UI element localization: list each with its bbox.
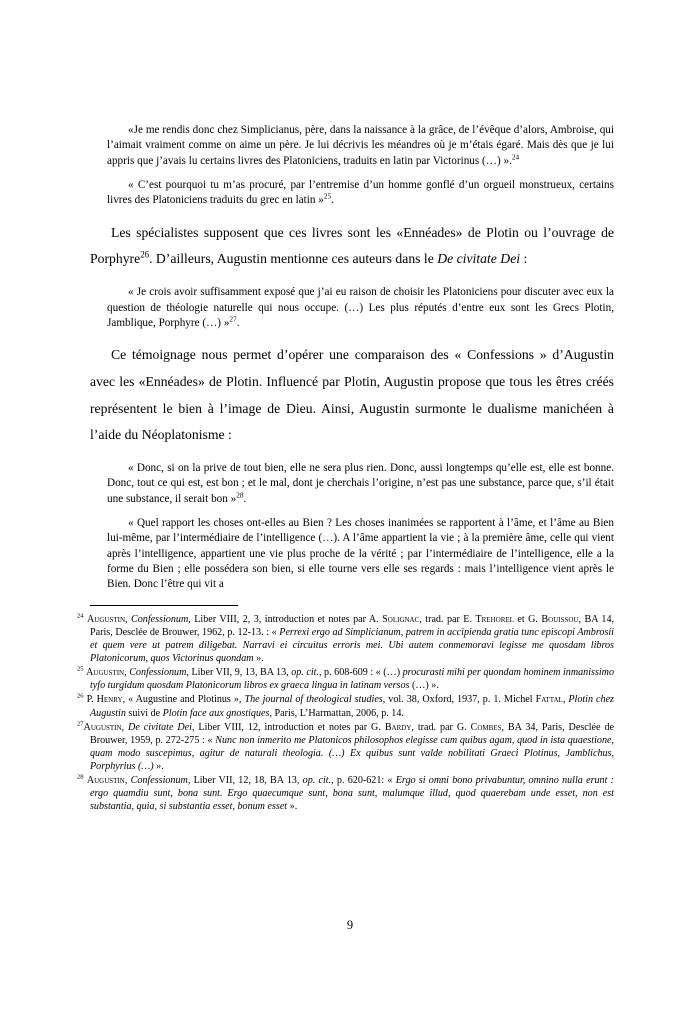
footnote-27 <box>77 720 614 773</box>
italic-text: Confessionum <box>131 613 189 625</box>
text-segment: et G. <box>513 613 542 625</box>
text-segment: , Paris, L’Harmattan, 2006, p. 14. <box>269 707 404 719</box>
text-segment: . <box>236 316 240 329</box>
footnote-separator-rule <box>90 605 238 606</box>
footnotes-section <box>77 612 615 814</box>
blockquote-simplicianus <box>90 123 614 169</box>
text-segment: Ce témoignage nous permet d’opérer une comparaison des « Confessions » d’Augustin avec les «Ennéades» de Plotin. Influencé par Plotin, Augustin propose que tous les êtres créés représentent le bien à l’image de Dieu. Ainsi, Augustin surmonte le dualisme manichéen à l’aide du Néoplatonisme : <box>90 347 614 443</box>
text-segment: , BA 34, Paris, Desclée de Brouwer, 1959, p. 272-275 : « <box>90 721 614 746</box>
text-segment: , BA 14, Paris, Desclée de Brouwer, 1962, p. 12-13. : « <box>90 613 615 638</box>
text-segment: Les spécialistes supposent que ces livres sont les «Ennéades» de Plotin ou l’ouvrage de Porphyre <box>90 224 614 267</box>
text-segment: « C’est pourquoi tu m’as procuré, par l’entremise d’un homme gonflé d’un orgueil monstrueux, certains livres des Platoniciens traduits du grec en latin » <box>107 179 614 207</box>
text-segment: , <box>562 694 569 706</box>
text-segment: , Liber VIII, 12, introduction et notes par G. <box>191 721 385 733</box>
text-segment: «Je me rendis donc chez Simplicianus, père, dans la naissance à la grâce, de l’évêque d’alors, Ambroise, qui l’aimait vraiment comme on aime un père. Je lui décrivis les méandres où je m’étais égaré. Mais dès que je lui appris que j’avais lu certains livres des Platoniciens, traduits en latin par Victorinus (…) ». <box>107 124 614 167</box>
italic-text: procurasti mihi per quondam hominem inmanissimo tyfo turgidum quosdam Platonicorum libros ex graeca lingua in latinam versos <box>90 667 615 692</box>
smallcaps-name: Bouissou <box>541 613 579 625</box>
footnote-ref: 25 <box>323 192 332 201</box>
italic-text: Confessionum <box>130 775 188 787</box>
text-segment: , <box>124 775 131 787</box>
blockquote-rapport-au-bien <box>90 516 614 593</box>
paragraph-specialistes <box>90 220 614 273</box>
smallcaps-name: Combes <box>470 721 502 733</box>
text-segment: , <box>125 613 132 625</box>
footnote-ref: 26 <box>140 249 150 260</box>
text-segment: , p. 620-621: « <box>331 775 396 787</box>
text-segment: ». <box>287 801 298 813</box>
italic-text: Confessionum <box>129 667 187 679</box>
text-segment: P. <box>83 694 97 706</box>
italic-text: op. cit. <box>302 775 332 787</box>
italic-text: Plotin face aux gnostiques <box>162 707 270 719</box>
footnote-ref: 25 <box>77 665 84 673</box>
text-segment: , trad. par G. <box>411 721 471 733</box>
text-segment: (…) ». <box>409 680 439 692</box>
italic-text: op. cit. <box>291 667 319 679</box>
text-segment: . <box>243 492 247 505</box>
text-segment: « Quel rapport les choses ont-elles au Bien ? Les choses inanimées se rapportent à l’âme, et l’âme au Bien lui-même, par l’intermédiaire de l’intelligence (…). A l’âme appartient la vie ; à la première âme, celle qui vient après l’intelligence, appartient une vie plus proche de la vérité ; par l’intermédiaire de l’intelligence, elle a la forme du Bien ; elle possédera son bien, si elle tourne vers elle ses regards : mais l’intelligence vient après le Bien. Donc l’être qui vit a <box>107 517 614 591</box>
smallcaps-name: Solignac <box>382 613 420 625</box>
smallcaps-name: Henry <box>96 694 123 706</box>
footnote-ref: 24 <box>511 152 520 161</box>
text-segment: , trad. par E. <box>419 613 476 625</box>
smallcaps-name: Augustin <box>83 721 122 733</box>
smallcaps-name: Augustin <box>86 667 125 679</box>
text-segment: , Liber VII, 9, 13, BA 13, <box>186 667 292 679</box>
footnote-25 <box>77 665 615 692</box>
text-segment: « Donc, si on la prive de tout bien, elle ne sera plus rien. Donc, aussi longtemps qu’elle est, elle est bonne. Donc, tout ce qui est, est bon ; et le mal, dont je cherchais l’origine, n’est pas une substance, parce que, s’il était une substance, il serait bon » <box>107 462 614 505</box>
italic-text: Nunc non inmerito me Platonicos philosophos elegisse cum quibus agam, quod in ista quaestione, quam modo suscepimus, agitur de naturali theologia. (…) Ex quibus sunt valde nobilitati Graeci Plotinus, Jamblichus, Porphyrius (…) <box>90 734 614 773</box>
text-segment: , Liber VIII, 2, 3, introduction et notes par A. <box>188 613 383 625</box>
text-segment: ». <box>253 653 264 665</box>
footnote-ref: 26 <box>77 693 84 701</box>
footnote-ref: 24 <box>77 612 84 620</box>
blockquote-livres-platoniciens <box>90 178 614 209</box>
smallcaps-name: Augustin <box>86 775 125 787</box>
footnote-ref: 28 <box>236 491 244 500</box>
text-segment: , p. 608-609 : « (…) <box>318 667 403 679</box>
text-segment: suivi de <box>125 707 163 719</box>
text-segment: ». <box>153 761 164 773</box>
text-segment: , « Augustine and Plotinus », <box>122 694 245 706</box>
footnote-ref: 27 <box>229 315 237 324</box>
footnote-24 <box>77 612 615 665</box>
blockquote-prive-de-tout-bien <box>90 461 614 507</box>
text-segment: . D’ailleurs, Augustin mentionne ces auteurs dans le <box>149 251 438 267</box>
page-number: 9 <box>346 918 354 932</box>
italic-text: Plotin chez Augustin <box>90 694 614 719</box>
italic-text: Ergo si omni bono privabuntur, omnino nulla erunt : ergo quamdiu sunt, bona sunt. Ergo quaecumque sunt, bona sunt, malumque illud, quod quaerebam unde esset, non est substantia, quia, si substantia esset, bonum esset <box>90 775 615 813</box>
italic-text: The journal of theological studies <box>244 694 383 706</box>
footnote-ref: 27 <box>77 720 84 728</box>
text-segment: : <box>520 251 528 267</box>
paragraph-temoignage <box>90 342 614 449</box>
smallcaps-name: Trehorel <box>475 613 514 625</box>
italic-text: De civitate Dei <box>437 251 521 267</box>
footnote-26 <box>77 693 614 719</box>
footnote-ref: 28 <box>77 773 84 781</box>
text-segment: . <box>331 194 334 207</box>
text-segment: , <box>121 721 129 733</box>
text-segment: , <box>124 667 130 679</box>
footnote-28 <box>77 773 615 813</box>
italic-text: Perrexi ergo ad Simplicianum, patrem in accipienda gratia tunc episcopi Ambrosii et quem vere ut patrem diligebat. Narravi ei circuitus erroris mei. Ubi autem conmemoravi legisse me quosdam libros Platonicorum, quos Victorinus quondam <box>90 626 614 665</box>
blockquote-theologie-naturelle <box>90 285 614 331</box>
smallcaps-name: Bardy <box>384 721 412 733</box>
text-segment: , vol. 38, Oxford, 1937, p. 1. Michel <box>382 694 536 706</box>
smallcaps-name: Augustin <box>87 613 126 625</box>
smallcaps-name: Fattal <box>535 694 563 706</box>
text-segment: , Liber VII, 12, 18, BA 13, <box>187 775 303 787</box>
text-segment: « Je crois avoir suffisamment exposé que j’ai eu raison de choisir les Platoniciens pour discuter avec eux la question de théologie naturelle qui nous occupe. (…) Les plus réputés d’entre eux sont les Grecs Plotin, Jamblique, Porphyre (…) » <box>107 286 614 329</box>
italic-text: De civitate Dei <box>128 721 192 733</box>
